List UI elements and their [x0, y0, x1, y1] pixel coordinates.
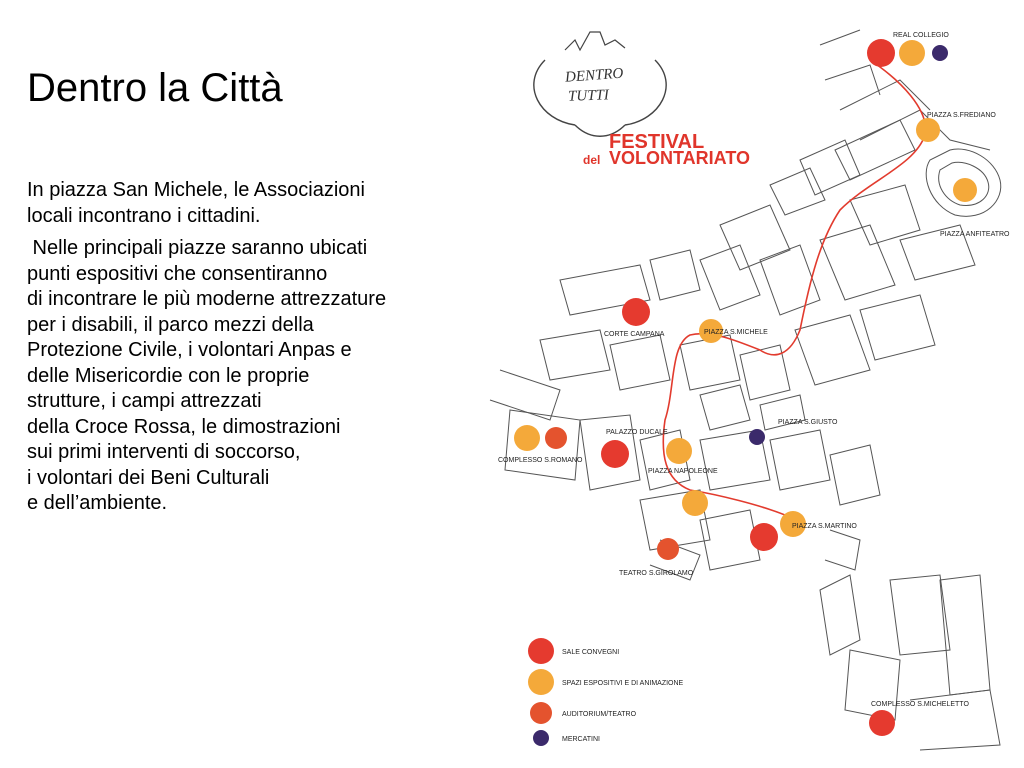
text-line: della Croce Rossa, le dimostrazioni: [27, 415, 341, 438]
marker-sale-convegni: [867, 39, 895, 67]
legend-spazi-espositivi-swatch: [528, 669, 554, 695]
city-map: [488, 22, 1024, 768]
marker-mercatini: [932, 45, 948, 61]
text-line: per i disabili, il parco mezzi della: [27, 313, 314, 336]
marker-spazi-espositivi: [953, 178, 977, 202]
legend-sale-convegni-swatch: [528, 638, 554, 664]
text-line: Protezione Civile, i volontari Anpas e: [27, 339, 352, 361]
legend-mercatini-label: MERCATINI: [562, 736, 600, 743]
label-piazza-sgiusto: PIAZZA S.GIUSTO: [778, 419, 838, 426]
marker-sale-convegni: [601, 440, 629, 468]
label-palazzo-ducale: PALAZZO DUCALE: [606, 429, 668, 436]
text-line: sui primi interventi di soccorso,: [27, 441, 301, 463]
marker-spazi-espositivi: [666, 438, 692, 464]
text-line: locali incontrano i cittadini.: [27, 204, 261, 227]
label-complesso-sromano: COMPLESSO S.ROMANO: [498, 457, 583, 464]
text-line: e dell’ambiente.: [27, 492, 168, 514]
marker-spazi-espositivi: [514, 425, 540, 451]
text-line: i volontari dei Beni Culturali: [27, 466, 270, 489]
legend-auditorium-label: AUDITORIUM/TEATRO: [562, 711, 637, 718]
text-line: In piazza San Michele, le Associazioni: [27, 179, 365, 201]
text-line: punti espositivi che consentiranno: [27, 262, 328, 285]
marker-sale-convegni: [869, 710, 895, 736]
logo-volontariato: VOLONTARIATO: [609, 148, 750, 168]
legend-mercatini-swatch: [533, 730, 549, 746]
label-piazza-smichele: PIAZZA S.MICHELE: [704, 329, 768, 336]
marker-spazi-espositivi: [682, 490, 708, 516]
label-teatro-sgirolamo: TEATRO S.GIROLAMO: [619, 570, 694, 577]
festival-logo: [534, 32, 750, 168]
paragraph-details: [27, 236, 497, 517]
text-line: Nelle principali piazze saranno ubicati: [27, 237, 368, 259]
label-real-collegio: REAL COLLEGIO: [893, 32, 949, 39]
logo-line1: DENTRO: [564, 65, 624, 86]
legend-spazi-espositivi-label: SPAZI ESPOSITIVI E DI ANIMAZIONE: [562, 680, 684, 687]
logo-festival: FESTIVAL: [609, 131, 705, 153]
label-piazza-sfrediano: PIAZZA S.FREDIANO: [927, 112, 996, 119]
map-legend: [528, 638, 684, 746]
slide-title: Dentro la Città: [27, 66, 283, 110]
marker-sale-convegni: [622, 298, 650, 326]
paragraph-intro: [27, 178, 497, 229]
marker-spazi-espositivi: [916, 118, 940, 142]
label-piazza-anfiteatro: PIAZZA ANFITEATRO: [940, 231, 1010, 238]
label-complesso-smicheletto: COMPLESSO S.MICHELETTO: [871, 701, 969, 708]
marker-mercatini: [749, 429, 765, 445]
marker-auditorium: [545, 427, 567, 449]
label-corte-campana: CORTE CAMPANA: [604, 331, 665, 338]
legend-auditorium-swatch: [530, 702, 552, 724]
logo-del: del: [583, 153, 601, 167]
label-piazza-smartino: PIAZZA S.MARTINO: [792, 523, 857, 530]
marker-spazi-espositivi: [899, 40, 925, 66]
text-line: delle Misericordie con le proprie: [27, 364, 310, 387]
marker-auditorium: [657, 538, 679, 560]
body-text: [27, 178, 497, 517]
logo-line2: TUTTI: [567, 87, 610, 105]
legend-sale-convegni-label: SALE CONVEGNI: [562, 649, 620, 656]
logo-building-outline: [565, 32, 625, 50]
marker-sale-convegni: [750, 523, 778, 551]
text-line: strutture, i campi attrezzati: [27, 390, 262, 412]
label-piazza-napoleone: PIAZZA NAPOLEONE: [648, 468, 718, 475]
map-markers: [514, 39, 977, 736]
text-line: di incontrare le più moderne attrezzature: [27, 288, 387, 310]
